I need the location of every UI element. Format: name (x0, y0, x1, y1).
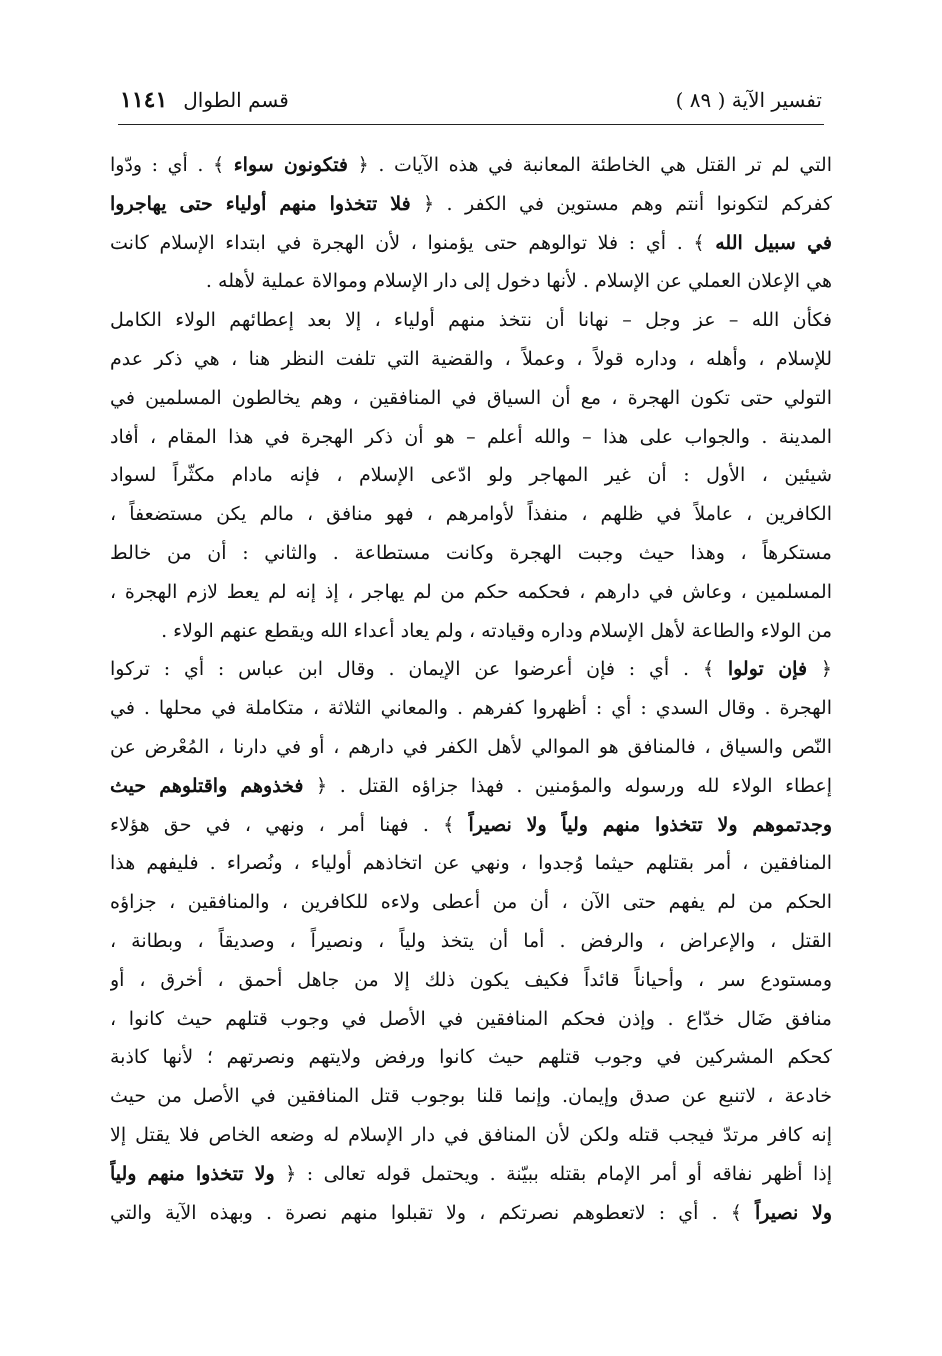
commentary-text: هي الإعلان العملي عن الإسلام . لأنها دخول إلى دار الإسلام وموالاة عملية لأهله . (205, 270, 832, 293)
header-divider (118, 124, 824, 125)
text-line (110, 844, 832, 883)
commentary-text: القتل ، والإعراض ، والرفض . أما أن يتخذ ولياً ، ونصيراً ، وصديقاً ، وبطانة ، (110, 929, 832, 952)
commentary-text: فكأن الله – عز وجل – نهانا أن نتخذ منهم أولياء ، إلا بعد إعطائهم الولاء الكامل (110, 309, 832, 332)
text-line (110, 650, 832, 689)
text-line (110, 340, 832, 379)
text-line (110, 922, 832, 961)
tafsir-body-text (110, 146, 832, 1232)
commentary-text: منافق ضَال خدّاع . وإذن فحكم المنافقين في الأصل في وجوب قتلهم حيث كانوا ، (110, 1007, 832, 1030)
commentary-text: ﴾ . أي : فلا توالوهم حتى يؤمنوا ، لأن الهجرة في ابتداء الإسلام كانت (110, 231, 716, 254)
commentary-text: الكافرين ، عاملاً في ظلهم ، منفذاً لأوامرهم ، فهو منافق ، مالم يكن مستضعفاً ، (110, 503, 832, 526)
commentary-text: كفركم لتكونوا أنتم وهم مستوين في الكفر . ﴿ (410, 192, 832, 215)
text-line (110, 1155, 832, 1194)
quranic-quote: فتكونون سواء (233, 154, 349, 176)
commentary-text: ﴾ . أي : لاتعطوهم نصرتكم ، ولا تقبلوا منهم نصرة . وبهذه الآية والتي (110, 1201, 756, 1224)
quranic-quote: وجدتموهم ولا تتخذوا منهم ولياً ولا نصيراً (468, 813, 832, 836)
text-line (110, 689, 832, 728)
text-line (110, 379, 832, 418)
page-number: ١١٤١ (120, 87, 168, 113)
commentary-text: الحكم من لم يفهم حتى الآن ، أن من أعطى ولاءه للكافرين ، والمنافقين ، جزاؤه (110, 891, 832, 914)
commentary-text: خادعة ، لاتنبع عن صدق وإيمان. وإنما قلنا بوجوب قتل المنافقين في الأصل من حيث (110, 1085, 832, 1108)
commentary-text: من الولاء والطاعة لأهل الإسلام وداره وقيادته ، ولم يعاد أعداء الله ويقطع عنهم الولاء . (161, 619, 832, 642)
commentary-text: ﴾ . فهنا أمر ، ونهي ، في حق هؤلاء (110, 813, 469, 836)
text-line (110, 456, 832, 495)
text-line (110, 534, 832, 573)
header-title-group (676, 88, 822, 112)
commentary-text: المسلمين ، وعاش في دارهم ، فحكمه حكم من لم يهاجر ، إذ إنه لم يعط لازم الهجرة ، (110, 580, 832, 603)
text-line (110, 262, 832, 301)
commentary-text: المدينة . والجواب على هذا – والله أعلم – هو أن ذكر الهجرة في هذا المقام ، أفاد (110, 425, 832, 448)
text-line (110, 1038, 832, 1077)
commentary-text: المنافقين ، أمر بقتلهم حيثما وُجدوا ، ونهي عن اتخاذهم أولياء ، ونُصراء . فليفهم هذا (110, 852, 832, 875)
text-line (110, 1116, 832, 1155)
commentary-text: ﴾ . أي : فإن أعرضوا عن الإيمان . وقال ابن عباس : أي : تركوا (110, 658, 728, 681)
commentary-text: التولي حتى تكون الهجرة ، مع أن السياق في المنافقين ، وهم يخالطون المسلمين في (110, 386, 832, 409)
commentary-text: كحكم المشركين في وجوب قتلهم حيث كانوا ورفض ولايتهم ونصرتهم ؛ لأنها كاذبة (110, 1046, 832, 1069)
commentary-text: شيئين ، الأول : أن غير المهاجر ولو ادّعى الإسلام ، فإنه مادام مكثّراً لسواد (110, 464, 832, 487)
text-line (110, 728, 832, 767)
text-line (110, 146, 832, 185)
quranic-quote: ولا تتخذوا منهم ولياً (110, 1162, 275, 1185)
text-line (110, 301, 832, 340)
commentary-text: للإسلام ، وأهله ، وداره قولاً ، وعملاً ، والقضية التي تلفت النظر هنا ، هي ذكر عدم (110, 347, 832, 370)
text-line (110, 1194, 832, 1233)
text-line (110, 185, 832, 224)
running-header (120, 80, 822, 120)
text-line (110, 806, 832, 845)
commentary-text: ﴾ . أي : ودّوا (110, 154, 234, 176)
quranic-quote: ولا نصيراً (755, 1201, 832, 1224)
text-line (110, 961, 832, 1000)
commentary-text: إنه كافر مرتدّ فيجب قتله ولكن لأن المنافق في دار الإسلام له وضعه الخاص فلا يقتل إلا (110, 1123, 832, 1146)
quranic-quote: فلا تتخذوا منهم أولياء حتى يهاجروا (110, 192, 411, 215)
commentary-text: مستكرهاً ، وهذا حيث وجبت الهجرة وكانت مستطاعة . والثاني : أن من خالط (110, 541, 832, 564)
quranic-quote: فإن تولوا (727, 658, 808, 681)
text-line (110, 224, 832, 263)
section-label: قسم الطوال (183, 88, 289, 112)
text-line (110, 573, 832, 612)
commentary-text: إعطاء الولاء لله ورسوله والمؤمنين . فهذا جزاؤه القتل . ﴿ (303, 774, 832, 797)
text-line (110, 1077, 832, 1116)
text-line (110, 612, 832, 651)
header-section-group (120, 87, 289, 113)
commentary-text: التي لم تر القتل هي الخاطئة المعانبة في هذه الآيات . ﴿ (348, 154, 832, 176)
text-line (110, 883, 832, 922)
commentary-text: الهجرة . وقال السدي : أي : أظهروا كفرهم . والمعاني الثلاثة ، متكاملة في محلها . في (110, 697, 832, 720)
commentary-text: النّص والسياق ، فالمنافق هو الموالي لأهل الكفر في دارهم ، أو في دارنا ، المُعْرض عن (110, 735, 832, 758)
commentary-text: ومستودع سر ، وأحياناً قائداً فكيف يكون ذلك إلا من جاهل أحمق ، أخرق ، أو (110, 968, 832, 991)
commentary-text: ﴿ (807, 658, 832, 681)
commentary-text: إذا أظهر نفاقه أو أمر الإمام بقتله ببيّنة . ويحتمل قوله تعالى : ﴿ (274, 1162, 832, 1185)
text-line (110, 418, 832, 457)
text-line (110, 1000, 832, 1039)
page-title: تفسير الآية ( ٨٩ ) (675, 88, 822, 112)
quranic-quote: فخذوهم واقتلوهم حيث (110, 774, 304, 797)
quranic-quote: في سبيل الله (715, 231, 832, 254)
text-line (110, 495, 832, 534)
text-line (110, 767, 832, 806)
